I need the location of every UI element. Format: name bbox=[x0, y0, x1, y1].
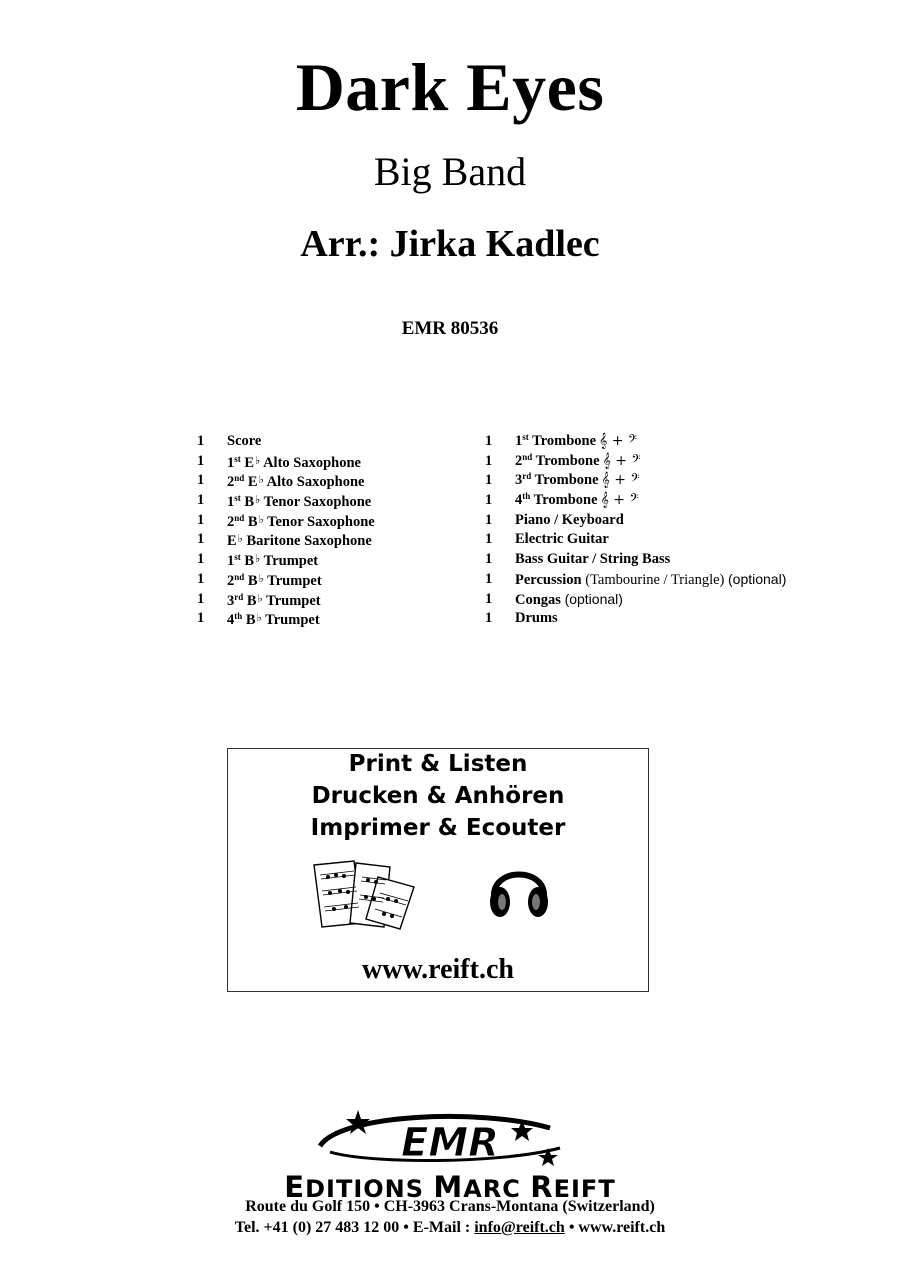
instrument-row bbox=[485, 530, 875, 550]
ordinal-number: 1 bbox=[227, 494, 235, 511]
emr-logo bbox=[300, 1108, 600, 1168]
key-letter: B bbox=[247, 513, 258, 530]
key-letter: E bbox=[227, 533, 237, 550]
instrument-name: Trombone bbox=[533, 492, 598, 509]
sheet-music-icon bbox=[310, 857, 422, 931]
instrument-name-group bbox=[515, 570, 786, 591]
title: Dark Eyes bbox=[295, 49, 605, 125]
instrument-name: Electric Guitar bbox=[515, 531, 609, 548]
promo-website[interactable]: www.reift.ch bbox=[362, 954, 514, 985]
brand-word-editions: DITIONS bbox=[305, 1175, 434, 1203]
brand-initial-r: R bbox=[530, 1170, 554, 1204]
ordinal-suffix: th bbox=[234, 611, 243, 622]
instrument-name: Trumpet bbox=[267, 572, 322, 589]
instrument-row bbox=[197, 452, 467, 472]
instrument-name: Trombone bbox=[532, 433, 597, 449]
instrument-name-group bbox=[227, 432, 261, 452]
promo-line-3: Imprimer & Ecouter bbox=[310, 815, 566, 841]
contact-prefix: Tel. +41 (0) 27 483 12 00 • E-Mail : bbox=[234, 1219, 475, 1236]
instrument-name-group bbox=[515, 530, 609, 550]
instrument-quantity: 1 bbox=[485, 570, 493, 587]
ordinal-suffix: nd bbox=[522, 451, 533, 462]
ordinal-number: 1 bbox=[227, 454, 235, 471]
ordinal-suffix: st bbox=[234, 453, 241, 464]
instrument-row bbox=[485, 452, 875, 472]
instrument-name: Score bbox=[227, 433, 262, 449]
instrument-name-group bbox=[227, 530, 372, 552]
clef-icons: 𝄞 + 𝄢 bbox=[601, 472, 640, 489]
publisher-address: Route du Golf 150 • CH-3963 Crans-Montana (Switzerland) bbox=[245, 1198, 655, 1215]
instrument-quantity: 1 bbox=[485, 433, 493, 449]
instrument-quantity: 1 bbox=[485, 531, 493, 548]
instrument-quantity: 1 bbox=[485, 511, 493, 528]
instrument-name-group bbox=[515, 432, 637, 452]
ordinal-suffix: st bbox=[234, 552, 241, 563]
key-letter: B bbox=[244, 553, 255, 570]
instrument-quantity: 1 bbox=[485, 610, 493, 627]
brand-initial-m: M bbox=[433, 1170, 464, 1204]
instrument-quantity: 1 bbox=[197, 452, 205, 469]
instrument-name: Trumpet bbox=[263, 553, 319, 570]
ordinal-suffix: rd bbox=[522, 471, 532, 482]
instrument-row bbox=[485, 590, 875, 610]
instrument-name: Bass Guitar / String Bass bbox=[515, 551, 671, 568]
instrument-name: Trombone bbox=[534, 472, 599, 489]
instrument-name-group bbox=[227, 570, 322, 592]
promo-line-2: Drucken & Anhören bbox=[311, 783, 565, 809]
ordinal-number: 1 bbox=[227, 553, 235, 570]
ordinal-number: 2 bbox=[227, 572, 235, 589]
instrument-row bbox=[197, 432, 467, 452]
instrument-row bbox=[197, 491, 467, 511]
ordinal-suffix: th bbox=[522, 491, 531, 502]
instrument-name-group bbox=[515, 590, 623, 611]
publisher-contact bbox=[0, 1219, 900, 1237]
instrument-row bbox=[197, 590, 467, 610]
ordinal-suffix: rd bbox=[234, 591, 244, 602]
ordinal-suffix: nd bbox=[234, 512, 245, 523]
key-letter: B bbox=[246, 592, 257, 609]
instrument-quantity: 1 bbox=[197, 433, 205, 449]
flat-sign: ♭ bbox=[257, 592, 263, 605]
instrument-name-group bbox=[227, 511, 375, 533]
instrument-name: Percussion bbox=[515, 571, 582, 588]
key-letter: E bbox=[247, 474, 258, 491]
instrument-row bbox=[197, 530, 467, 550]
optional-note: (optional) bbox=[564, 590, 623, 607]
instrument-name: Baritone Saxophone bbox=[246, 533, 372, 550]
instrument-name: Trombone bbox=[535, 452, 600, 469]
instrument-quantity: 1 bbox=[197, 511, 205, 528]
clef-icons: 𝄞 + 𝄢 bbox=[599, 433, 637, 449]
flat-sign: ♭ bbox=[258, 572, 264, 585]
flat-sign: ♭ bbox=[255, 553, 261, 566]
instrument-row bbox=[197, 471, 467, 491]
instrument-row bbox=[485, 491, 875, 511]
instrument-name: Alto Saxophone bbox=[266, 474, 365, 491]
brand-word-marc: ARC bbox=[463, 1175, 531, 1203]
instrument-row bbox=[485, 609, 875, 629]
instrument-name-group bbox=[227, 550, 318, 572]
instrument-name: Alto Saxophone bbox=[263, 454, 361, 471]
instrument-quantity: 1 bbox=[197, 531, 205, 548]
instrument-name: Trumpet bbox=[265, 612, 320, 629]
instrument-list-right bbox=[485, 432, 875, 629]
print-listen-box bbox=[227, 748, 649, 992]
ordinal-suffix: nd bbox=[234, 571, 245, 582]
instrument-quantity: 1 bbox=[197, 492, 205, 509]
instrument-name-group bbox=[515, 511, 624, 531]
instrument-quantity: 1 bbox=[197, 570, 205, 587]
ordinal-number: 2 bbox=[515, 452, 523, 469]
key-letter: B bbox=[244, 494, 255, 511]
instrument-name: Tenor Saxophone bbox=[263, 494, 372, 511]
instrument-row bbox=[485, 511, 875, 531]
logo-text: EMR bbox=[401, 1120, 499, 1166]
ordinal-number: 4 bbox=[515, 492, 523, 509]
headphones-icon bbox=[486, 857, 552, 923]
instrument-row bbox=[197, 511, 467, 531]
instrument-quantity: 1 bbox=[197, 610, 205, 627]
instrument-name-group bbox=[227, 471, 365, 493]
ordinal-number: 3 bbox=[515, 472, 523, 489]
key-letter: B bbox=[245, 612, 256, 629]
ordinal-number: 3 bbox=[227, 592, 235, 609]
flat-sign: ♭ bbox=[258, 474, 264, 487]
contact-suffix: • www.reift.ch bbox=[564, 1219, 666, 1236]
instrument-row bbox=[485, 550, 875, 570]
catalog-number: EMR 80536 bbox=[401, 318, 499, 339]
instrument-name: Congas bbox=[515, 591, 561, 608]
instrument-name-group bbox=[515, 491, 638, 511]
instrument-quantity: 1 bbox=[197, 590, 205, 607]
promo-line-1: Print & Listen bbox=[348, 751, 528, 777]
clef-icons: 𝄞 + 𝄢 bbox=[602, 452, 641, 469]
instrument-name-group bbox=[227, 491, 371, 513]
instrument-row bbox=[485, 432, 875, 452]
flat-sign: ♭ bbox=[255, 494, 261, 507]
instrument-detail: (Tambourine / Triangle) bbox=[585, 571, 725, 588]
ordinal-number: 2 bbox=[227, 513, 235, 530]
instrument-name-group bbox=[515, 609, 558, 629]
instrument-name-group bbox=[515, 471, 639, 491]
instrument-quantity: 1 bbox=[485, 590, 493, 607]
instrument-list-left bbox=[197, 432, 467, 629]
instrument-quantity: 1 bbox=[485, 551, 493, 568]
instrument-quantity: 1 bbox=[485, 492, 493, 509]
clef-icons: 𝄞 + 𝄢 bbox=[600, 492, 639, 509]
optional-note: (optional) bbox=[728, 570, 787, 587]
ordinal-suffix: st bbox=[234, 493, 241, 504]
instrument-row bbox=[485, 471, 875, 491]
instrument-name-group bbox=[227, 590, 321, 612]
ordinal-suffix: st bbox=[522, 432, 529, 442]
flat-sign: ♭ bbox=[256, 612, 262, 625]
email-link[interactable]: info@reift.ch bbox=[474, 1219, 565, 1236]
instrument-quantity: 1 bbox=[197, 472, 205, 489]
instrument-name: Trumpet bbox=[266, 592, 321, 609]
instrument-name-group bbox=[515, 452, 640, 472]
ordinal-number: 2 bbox=[227, 474, 235, 491]
instrument-row bbox=[197, 550, 467, 570]
ordinal-number: 1 bbox=[515, 433, 523, 449]
instrument-quantity: 1 bbox=[485, 452, 493, 469]
instrument-name: Tenor Saxophone bbox=[267, 513, 375, 530]
key-letter: B bbox=[247, 572, 258, 589]
subtitle: Big Band bbox=[373, 149, 527, 194]
ordinal-number: 4 bbox=[227, 612, 235, 629]
instrument-quantity: 1 bbox=[485, 472, 493, 489]
flat-sign: ♭ bbox=[255, 454, 261, 467]
instrument-name: Drums bbox=[515, 610, 558, 627]
instrument-name-group bbox=[515, 550, 670, 570]
instrument-name: Piano / Keyboard bbox=[515, 511, 624, 528]
instrument-name-group bbox=[227, 609, 320, 631]
instrument-row bbox=[197, 570, 467, 590]
flat-sign: ♭ bbox=[237, 533, 243, 546]
instrument-row bbox=[197, 609, 467, 629]
brand-word-reift: EIFT bbox=[553, 1175, 616, 1203]
brand-initial-e: E bbox=[284, 1170, 306, 1204]
ordinal-suffix: nd bbox=[234, 473, 245, 484]
instrument-quantity: 1 bbox=[197, 551, 205, 568]
flat-sign: ♭ bbox=[258, 513, 264, 526]
instrument-name-group bbox=[227, 452, 361, 474]
instrument-row bbox=[485, 570, 875, 590]
key-letter: E bbox=[244, 454, 255, 471]
arranger: Arr.: Jirka Kadlec bbox=[300, 223, 600, 265]
